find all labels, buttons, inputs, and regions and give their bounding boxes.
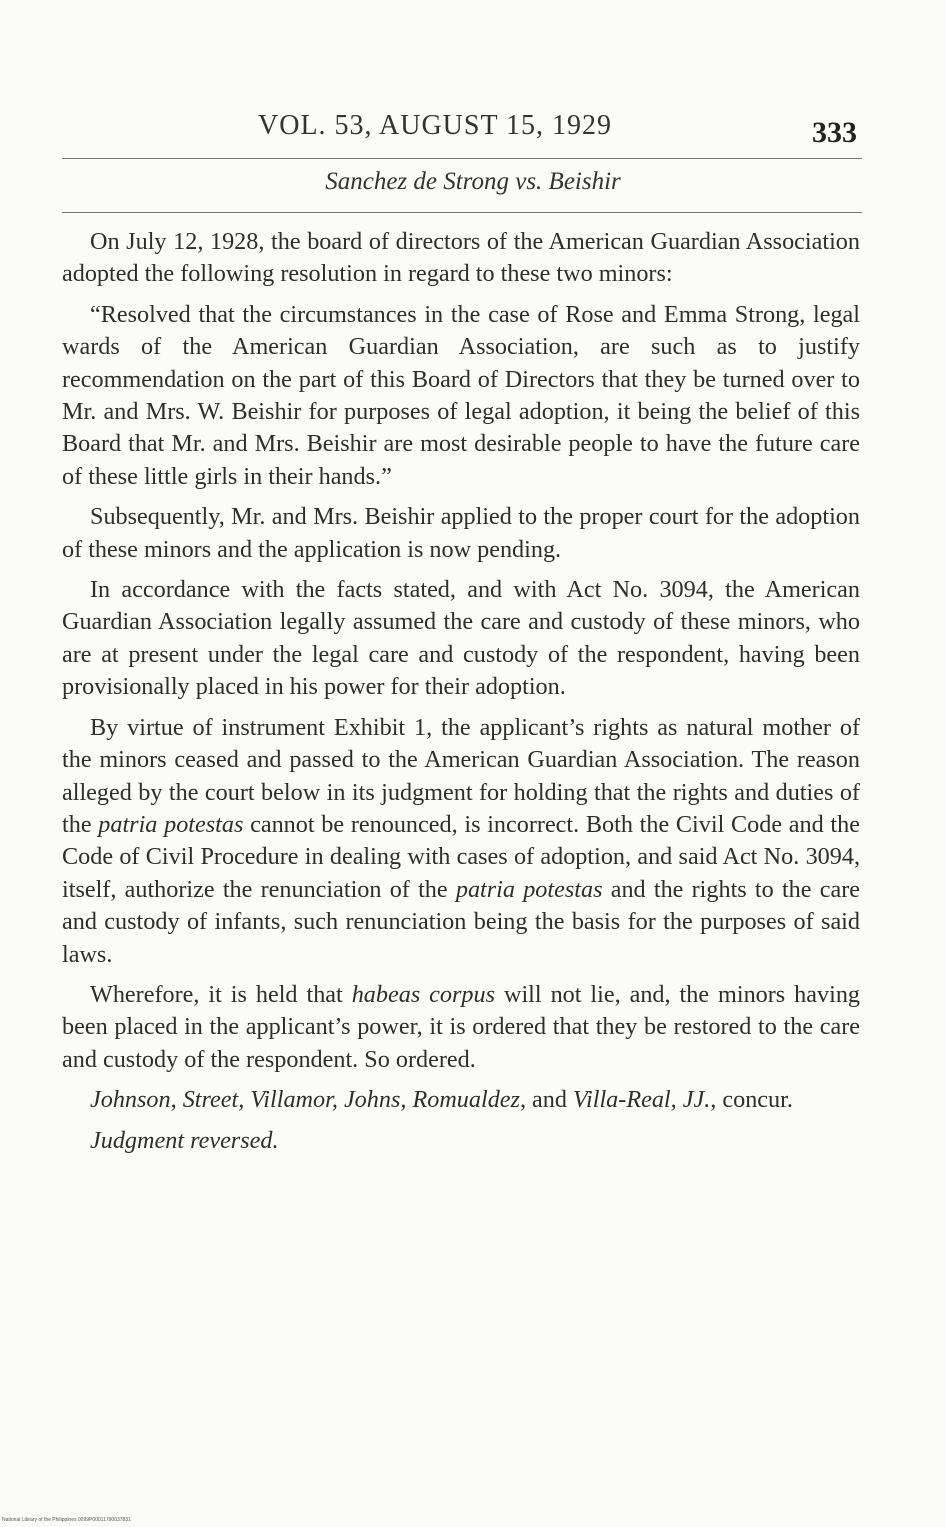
italic-term: habeas corpus xyxy=(351,980,496,1008)
justices-names: Villa-Real, JJ., xyxy=(573,1086,717,1114)
page-number: 333 xyxy=(812,116,857,149)
paragraph-judgment: Judgment reversed. xyxy=(90,1126,279,1154)
italic-term: patria potestas xyxy=(98,810,244,838)
header-rule-bottom xyxy=(62,212,862,213)
paragraph-resolution-quote: “Resolved that the circumstances in the case of Rose and Emma Strong, legal wards of the American Guardian Association, are such as to justify recommendation on the part of this Board of Directors that they be turned over to Mr. and Mrs. W. Beishir for purposes of legal adoption, it being the belief of this Board that Mr. and Mrs. Beishir are most desirable people to have the future care of these little girls in their hands.” xyxy=(62,300,860,490)
justices-names: Johnson, Street, Villamor, Johns, Romualdez, xyxy=(90,1086,526,1114)
text-span: cannot be renounced, is incorrect. Both the Civil Code and the Code of Civil Procedure in dealing with cases of adoption, and said Act No. 3094, itself, authorize the renunciation of the xyxy=(62,810,860,903)
text-span: and the rights to the care and custody of infants, such renunciation being the basis for the purposes of said laws. xyxy=(62,875,860,968)
paragraph-patria-potestas xyxy=(62,712,860,971)
header-rule-top xyxy=(62,158,862,159)
text-span: will not lie, and, the minors having been placed in the applicant’s power, it is ordered that they be restored to the care and custody of the respondent. So ordered. xyxy=(62,980,861,1073)
text-span: and xyxy=(526,1086,574,1114)
body-text xyxy=(62,226,860,1165)
paragraph-concurrence xyxy=(62,1084,860,1116)
paragraph-adoption-application: Subsequently, Mr. and Mrs. Beishir applied to the proper court for the adoption of these minors and the application is now pending. xyxy=(62,503,860,563)
italic-term: patria potestas xyxy=(455,875,603,903)
paragraph-resolution-intro: On July 12, 1928, the board of directors of the American Guardian Association adopted the following resolution in regard to these two minors: xyxy=(62,228,860,288)
scan-credit: National Library of the Philippines 0099P00011790037831 xyxy=(2,1517,131,1523)
text-span: Wherefore, it is held that xyxy=(90,980,352,1008)
text-span: By virtue of instrument Exhibit 1, the applicant’s rights as natural mother of the minors ceased and passed to the American Guardian Association. The reason alleged by the court below in its judgment for holding that the rights and duties of the xyxy=(62,713,860,838)
paragraph-act-3094: In accordance with the facts stated, and with Act No. 3094, the American Guardian Association legally assumed the care and custody of these minors, who are at present under the legal care and custody of the respondent, having been provisionally placed in his power for their adoption. xyxy=(62,576,860,701)
volume-header: VOL. 53, AUGUST 15, 1929 xyxy=(258,110,613,141)
running-title: Sanchez de Strong vs. Beishir xyxy=(325,168,621,195)
paragraph-holding xyxy=(62,979,860,1076)
text-span: concur. xyxy=(716,1086,793,1114)
